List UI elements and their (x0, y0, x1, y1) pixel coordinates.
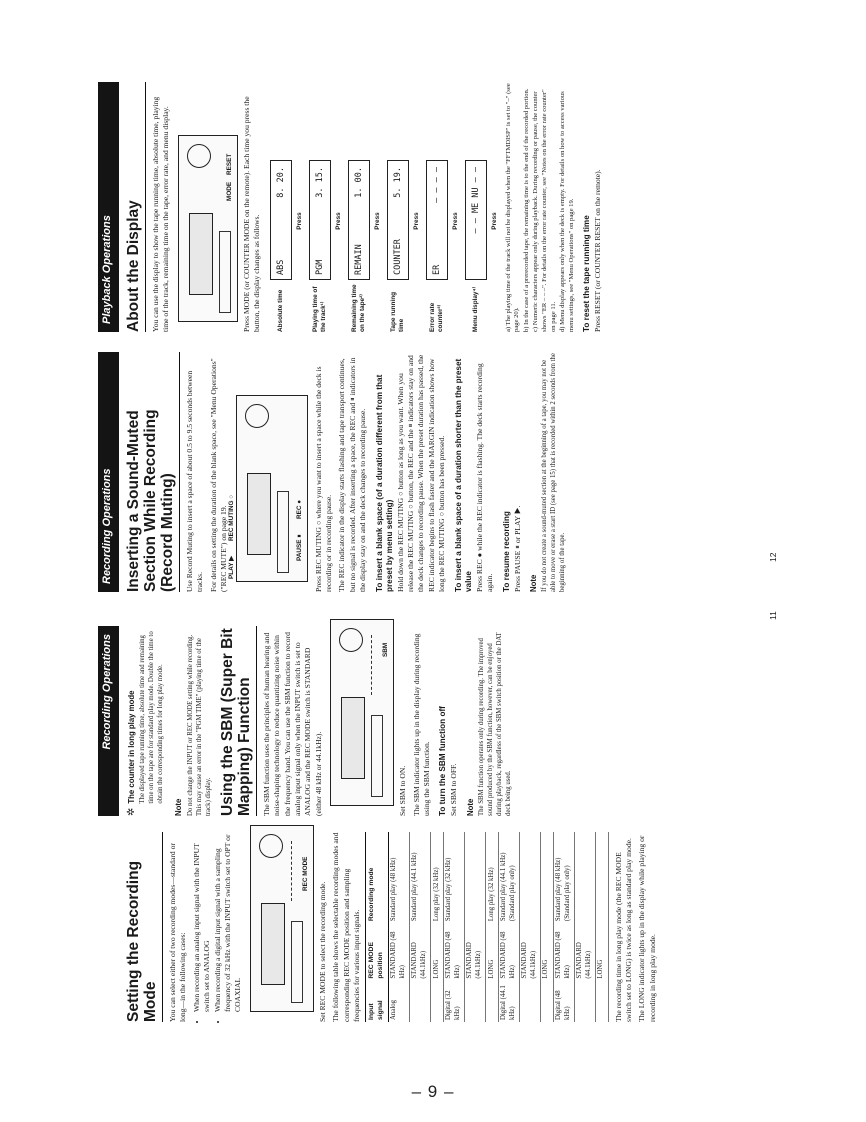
setting-title: Setting the Recording Mode (125, 832, 163, 1022)
table-cell: Standard play (44.1 kHz) (409, 832, 430, 923)
table-cell (574, 832, 595, 923)
table-cell (595, 981, 608, 1022)
table-cell: STANDARD (48 kHz) (498, 923, 519, 980)
table-cell: STANDARD (48 kHz) (553, 923, 574, 980)
press-arrow: Press (490, 212, 498, 230)
play-label: PLAY ▶ (227, 555, 235, 579)
display-readout (309, 160, 331, 280)
middle-note-title: Note (528, 574, 538, 592)
deck-buttons (291, 841, 300, 901)
table-row (464, 832, 485, 1022)
display-row-label: Remaining time on the tape²⁾ (351, 284, 366, 332)
table-row (431, 832, 444, 1022)
about-display-intro: You can use the display to show the tape running time, absolute time, playing time of the track, remaining time on the tape, error rate, and menu display. (151, 96, 171, 332)
table-cell: Digital (44.1 kHz) (498, 981, 519, 1022)
lightbulb-icon: ✲ (126, 807, 137, 816)
display-row (267, 82, 295, 332)
table-cell (464, 832, 485, 923)
deck-knob (245, 404, 269, 428)
display-readout-mode: REMAIN (353, 244, 364, 275)
display-readout-value: 5. 19. (392, 167, 403, 198)
section-header: Recording Operations (98, 352, 119, 592)
table-cell: Analog (388, 981, 409, 1022)
table-cell (519, 981, 540, 1022)
table-row (498, 832, 519, 1022)
deck-buttons (371, 635, 380, 695)
table-row (388, 832, 409, 1022)
note-text: Do not change the INPUT or REC MODE setting while recording. This may cause an error in the "PGM TIME" (playing time of the track) display. (186, 634, 212, 816)
table-cell: STANDARD (44.1kHz) (409, 923, 430, 980)
sbm-set-on: Set SBM to ON. (398, 765, 408, 816)
rec-label: REC ● (295, 499, 303, 519)
display-row-label: Tape running time (390, 292, 405, 332)
pause-label: PAUSE ⏸ (295, 534, 303, 561)
rec-muting-label: REC MUTING ○ (227, 494, 235, 541)
display-row (384, 82, 412, 332)
long-play-text-1: The recording time in long play mode (the REC MODE switch set to LONG) is twice as long as standard play mode. (613, 838, 633, 1022)
display-readout-mode: ABS (275, 259, 286, 275)
longer-text: Hold down the REC MUTING ○ button as long as you want. When you release the REC MUTING ○ button, the REC and the ⏸ indicators stay on and the deck changes to recording pause. When the preset duration has passed, the REC indicator begins to flash faster and the MARGIN indication shows how long the REC MUTING ○ button has been pressed. (395, 354, 447, 592)
table-cell (595, 832, 608, 923)
table-cell: Digital (32 kHz) (443, 981, 464, 1022)
display-row-label: Error rate counter³⁾ (429, 302, 444, 332)
sbm-off-text: Set SBM to OFF. (449, 763, 459, 816)
deck-knob (259, 834, 283, 858)
table-cell: Standard play (44.1 kHz) (Standard play only) (498, 832, 519, 923)
table-row (486, 832, 499, 1022)
table-row (519, 832, 540, 1022)
table-cell: LONG (431, 923, 444, 980)
sbm-text: The SBM function uses the principles of human hearing and noise-shaping technology to reduce quantizing noise within the frequency band. You can use the SBM function to record analog input signal only when the INPUT switch is set to ANALOG and the REC MODE switch is STANDARD (either 48 kHz or 44.1kHz). (261, 632, 323, 816)
display-row (345, 82, 373, 332)
resume-text: Press PAUSE ⏸ or PLAY ▶. (512, 505, 522, 592)
display-list (267, 82, 501, 332)
table-cell (540, 832, 553, 923)
sbm-column (98, 626, 516, 816)
about-display-title: About the Display (125, 82, 146, 332)
table-cell: Long play (32 kHz) (431, 832, 444, 923)
record-muting-intro-2: For details on setting the duration of the blank space, see "Menu Operations" ("REC MUTE") on page 19. (208, 358, 229, 592)
table-header: Input signal (366, 981, 388, 1022)
table-row (443, 832, 464, 1022)
table-cell: STANDARD (44.1kHz) (519, 923, 540, 980)
display-readout (348, 160, 370, 280)
table-row (409, 832, 430, 1022)
table-cell (486, 981, 499, 1022)
deck-display (341, 697, 365, 779)
record-muting-title: Inserting a Sound-Muted Section While Recording (Record Muting) (125, 352, 180, 592)
deck-illustration-sbm (330, 619, 394, 806)
sbm-off-title: To turn the SBM function off (438, 706, 448, 816)
display-readout-mode: COUNTER (392, 239, 403, 275)
sbm-title: Using the SBM (Super Bit Mapping) Function (219, 626, 257, 816)
table-row (540, 832, 553, 1022)
display-readout-value: 3. 15. (314, 167, 325, 198)
setting-bullet: • When recording a digital input signal with a sampling frequency of 32 kHz with the INPUT switch set to OPT or COAXIAL (213, 832, 244, 1012)
reset-title: To reset the tape running time (582, 215, 592, 332)
footnote: b) In the case of a prerecorded tape, the remaining time is to the end of the recorded portion. (522, 88, 530, 332)
tip-text: The displayed tape running time, absolute time and remaining time on the tape are for standard play mode. Double the time to obtain the corresponding times for long play mode. (139, 631, 165, 804)
sbm-note-text: The SBM function operates only during recording. The improved sound produced by the SBM function, however, can be enjoyed during playback, regardless of the SBM switch position or the DAT deck being used. (478, 632, 513, 816)
press-arrow: Press (373, 212, 381, 230)
recording-mode-table (365, 832, 608, 1022)
mode-label: MODE (225, 181, 233, 201)
press-mode-text: Press MODE (or COUNTER MODE on the remote). Each time you press the button, the display changes as follows. (241, 96, 262, 332)
display-row (462, 82, 490, 332)
display-sequence (267, 82, 501, 332)
deck-illustration-mode (178, 135, 238, 322)
setting-bullet: • When recording an analog input signal with the INPUT switch set to ANALOG (192, 832, 213, 1012)
shorter-title: To insert a blank space of a duration shorter than the preset value (453, 358, 473, 592)
table-cell (409, 981, 430, 1022)
table-cell (540, 981, 553, 1022)
table-cell: STANDARD (48 kHz) (443, 923, 464, 980)
page-number-12: 12 (768, 552, 778, 562)
setting-table-intro: The following table shows the selectable recording modes and corresponding REC MODE position and sampling frequencies for various input signals. (331, 832, 362, 1022)
display-readout (426, 160, 448, 280)
deck-knob (187, 144, 211, 168)
record-muting-p1: Press REC MUTING ○ where you want to insert a space while the deck is recording or in recording pause. (313, 366, 334, 592)
rotated-sheet (92, 72, 782, 1032)
sbm-set-on-2: The SBM indicator lights up in the display during recording using the SBM function. (411, 633, 432, 816)
table-cell: Standard play (48 kHz) (Standard play only) (553, 832, 574, 923)
footnotes (505, 82, 577, 332)
sbm-note-title: Note (465, 798, 475, 816)
setting-bullets (192, 832, 244, 1022)
table-cell: STANDARD (48 kHz) (388, 923, 409, 980)
middle-note-text: If you do not create a sound-muted section at the beginning of a tape, you may not be able to move or erase a start ID (see page 15) that is recorded within 2 seconds from the beginning of the tape. (541, 353, 567, 592)
press-arrow: Press (295, 212, 303, 230)
setting-recording-mode-column (98, 832, 661, 1022)
deck-tray (291, 921, 303, 1003)
rec-mode-label: REC MODE (301, 856, 309, 891)
display-row-label: Absolute time (276, 289, 284, 332)
table-cell (574, 981, 595, 1022)
longer-title: To insert a blank space (of a duration different from that preset by menu setting) (374, 374, 394, 592)
display-readout-mode: ER (431, 264, 442, 275)
press-arrow: Press (412, 212, 420, 230)
deck-illustration-rec-muting (227, 395, 308, 582)
deck-display (261, 903, 285, 985)
record-muting-column (98, 352, 570, 592)
table-cell: LONG (595, 923, 608, 980)
table-cell: LONG (486, 923, 499, 980)
table-cell: Digital (48 kHz) (553, 981, 574, 1022)
footnote: d) Menu display appears only when the deck is empty. For details on how to access various menu settings, see "Menu Operations" on page 19. (559, 91, 575, 332)
display-readout-value: 8. 20. (275, 167, 286, 198)
section-header: Playback Operations (98, 82, 119, 332)
table-cell (519, 832, 540, 923)
deck-tray (371, 715, 383, 797)
long-play-text-2: The LONG indicator lights up in the display while playing or recording in long play mode. (637, 835, 657, 1022)
tip-title: The counter in long play mode (127, 690, 136, 804)
press-arrow: Press (451, 212, 459, 230)
display-readout (270, 160, 292, 280)
display-row (423, 82, 451, 332)
tip-box (127, 626, 168, 816)
deck-display (189, 213, 213, 295)
display-row (306, 82, 334, 332)
footnote: a) The playing time of the track will not be displayed when the "FFTMDISP" is set to "–" (see page 20). (504, 83, 521, 332)
page-number: – 9 – (411, 1082, 455, 1101)
resume-title: To resume recording (501, 511, 511, 592)
sbm-label: SBM (382, 642, 390, 657)
deck-tray (219, 231, 231, 313)
manual-spread (92, 72, 782, 1032)
table-cell: Standard play (48 kHz) (388, 832, 409, 923)
display-readout-mode: PGM (314, 259, 325, 275)
recording-mode-table-body (388, 832, 608, 1022)
table-cell (464, 981, 485, 1022)
deck-illustration-rec-mode (250, 825, 314, 1012)
table-cell: Standard play (32 kHz) (443, 832, 464, 923)
section-header: Recording Operations (98, 626, 119, 816)
setting-intro: You can select either of two recording modes—standard or long—in the following cases: (168, 843, 188, 1022)
page-number-11: 11 (768, 611, 778, 620)
table-row (553, 832, 574, 1022)
press-arrow: Press (334, 212, 342, 230)
reset-label: RESET (225, 153, 233, 175)
table-cell: Long play (32 kHz) (486, 832, 499, 923)
note-title: Note (174, 798, 184, 816)
table-cell: STANDARD (44.1kHz) (574, 923, 595, 980)
table-cell (431, 981, 444, 1022)
table-header: REC MODE position (366, 923, 388, 980)
display-readout (387, 160, 409, 280)
table-cell: LONG (540, 923, 553, 980)
table-row (574, 832, 595, 1022)
setting-set-text: Set REC MODE to select the recording mode. (317, 881, 327, 1022)
deck-knob (339, 628, 363, 652)
deck-tray (277, 491, 289, 573)
display-readout (465, 160, 487, 280)
display-readout-value: – – – – (431, 167, 442, 203)
record-muting-p2: The REC indicator in the display starts flashing and tape transport continues, but no signal is recorded. After inserting a space, the REC and ⏸ indicators in the display stay on and the deck changes to recording pause. (337, 357, 368, 592)
table-header: Recording mode (366, 832, 388, 923)
shorter-text: Press REC ● while the REC indicator is flashing. The deck starts recording again. (474, 363, 495, 592)
display-row-label: Playing time of the track¹⁾ (312, 286, 327, 332)
record-muting-intro: Use Record Muting to insert a space of about 0.5 to 9.5 seconds between tracks. (185, 370, 205, 592)
about-display-column (98, 82, 607, 332)
footnote: c) Numeric characters appear only during playback. During recording or pause, the counter shows "ER – – –". For details on the error rate counter, see "Notes on the error rate counter" on page 11. (532, 89, 557, 332)
table-cell: STANDARD (44.1kHz) (464, 923, 485, 980)
display-readout-value: 1. 00. (353, 167, 364, 198)
reset-text: Press RESET (or COUNTER RESET on the remote). (593, 169, 603, 332)
display-row-label: Menu display⁴⁾ (471, 286, 479, 332)
display-readout-value: – – ME NU – – (470, 167, 481, 234)
deck-display (247, 473, 271, 555)
table-row (595, 832, 608, 1022)
